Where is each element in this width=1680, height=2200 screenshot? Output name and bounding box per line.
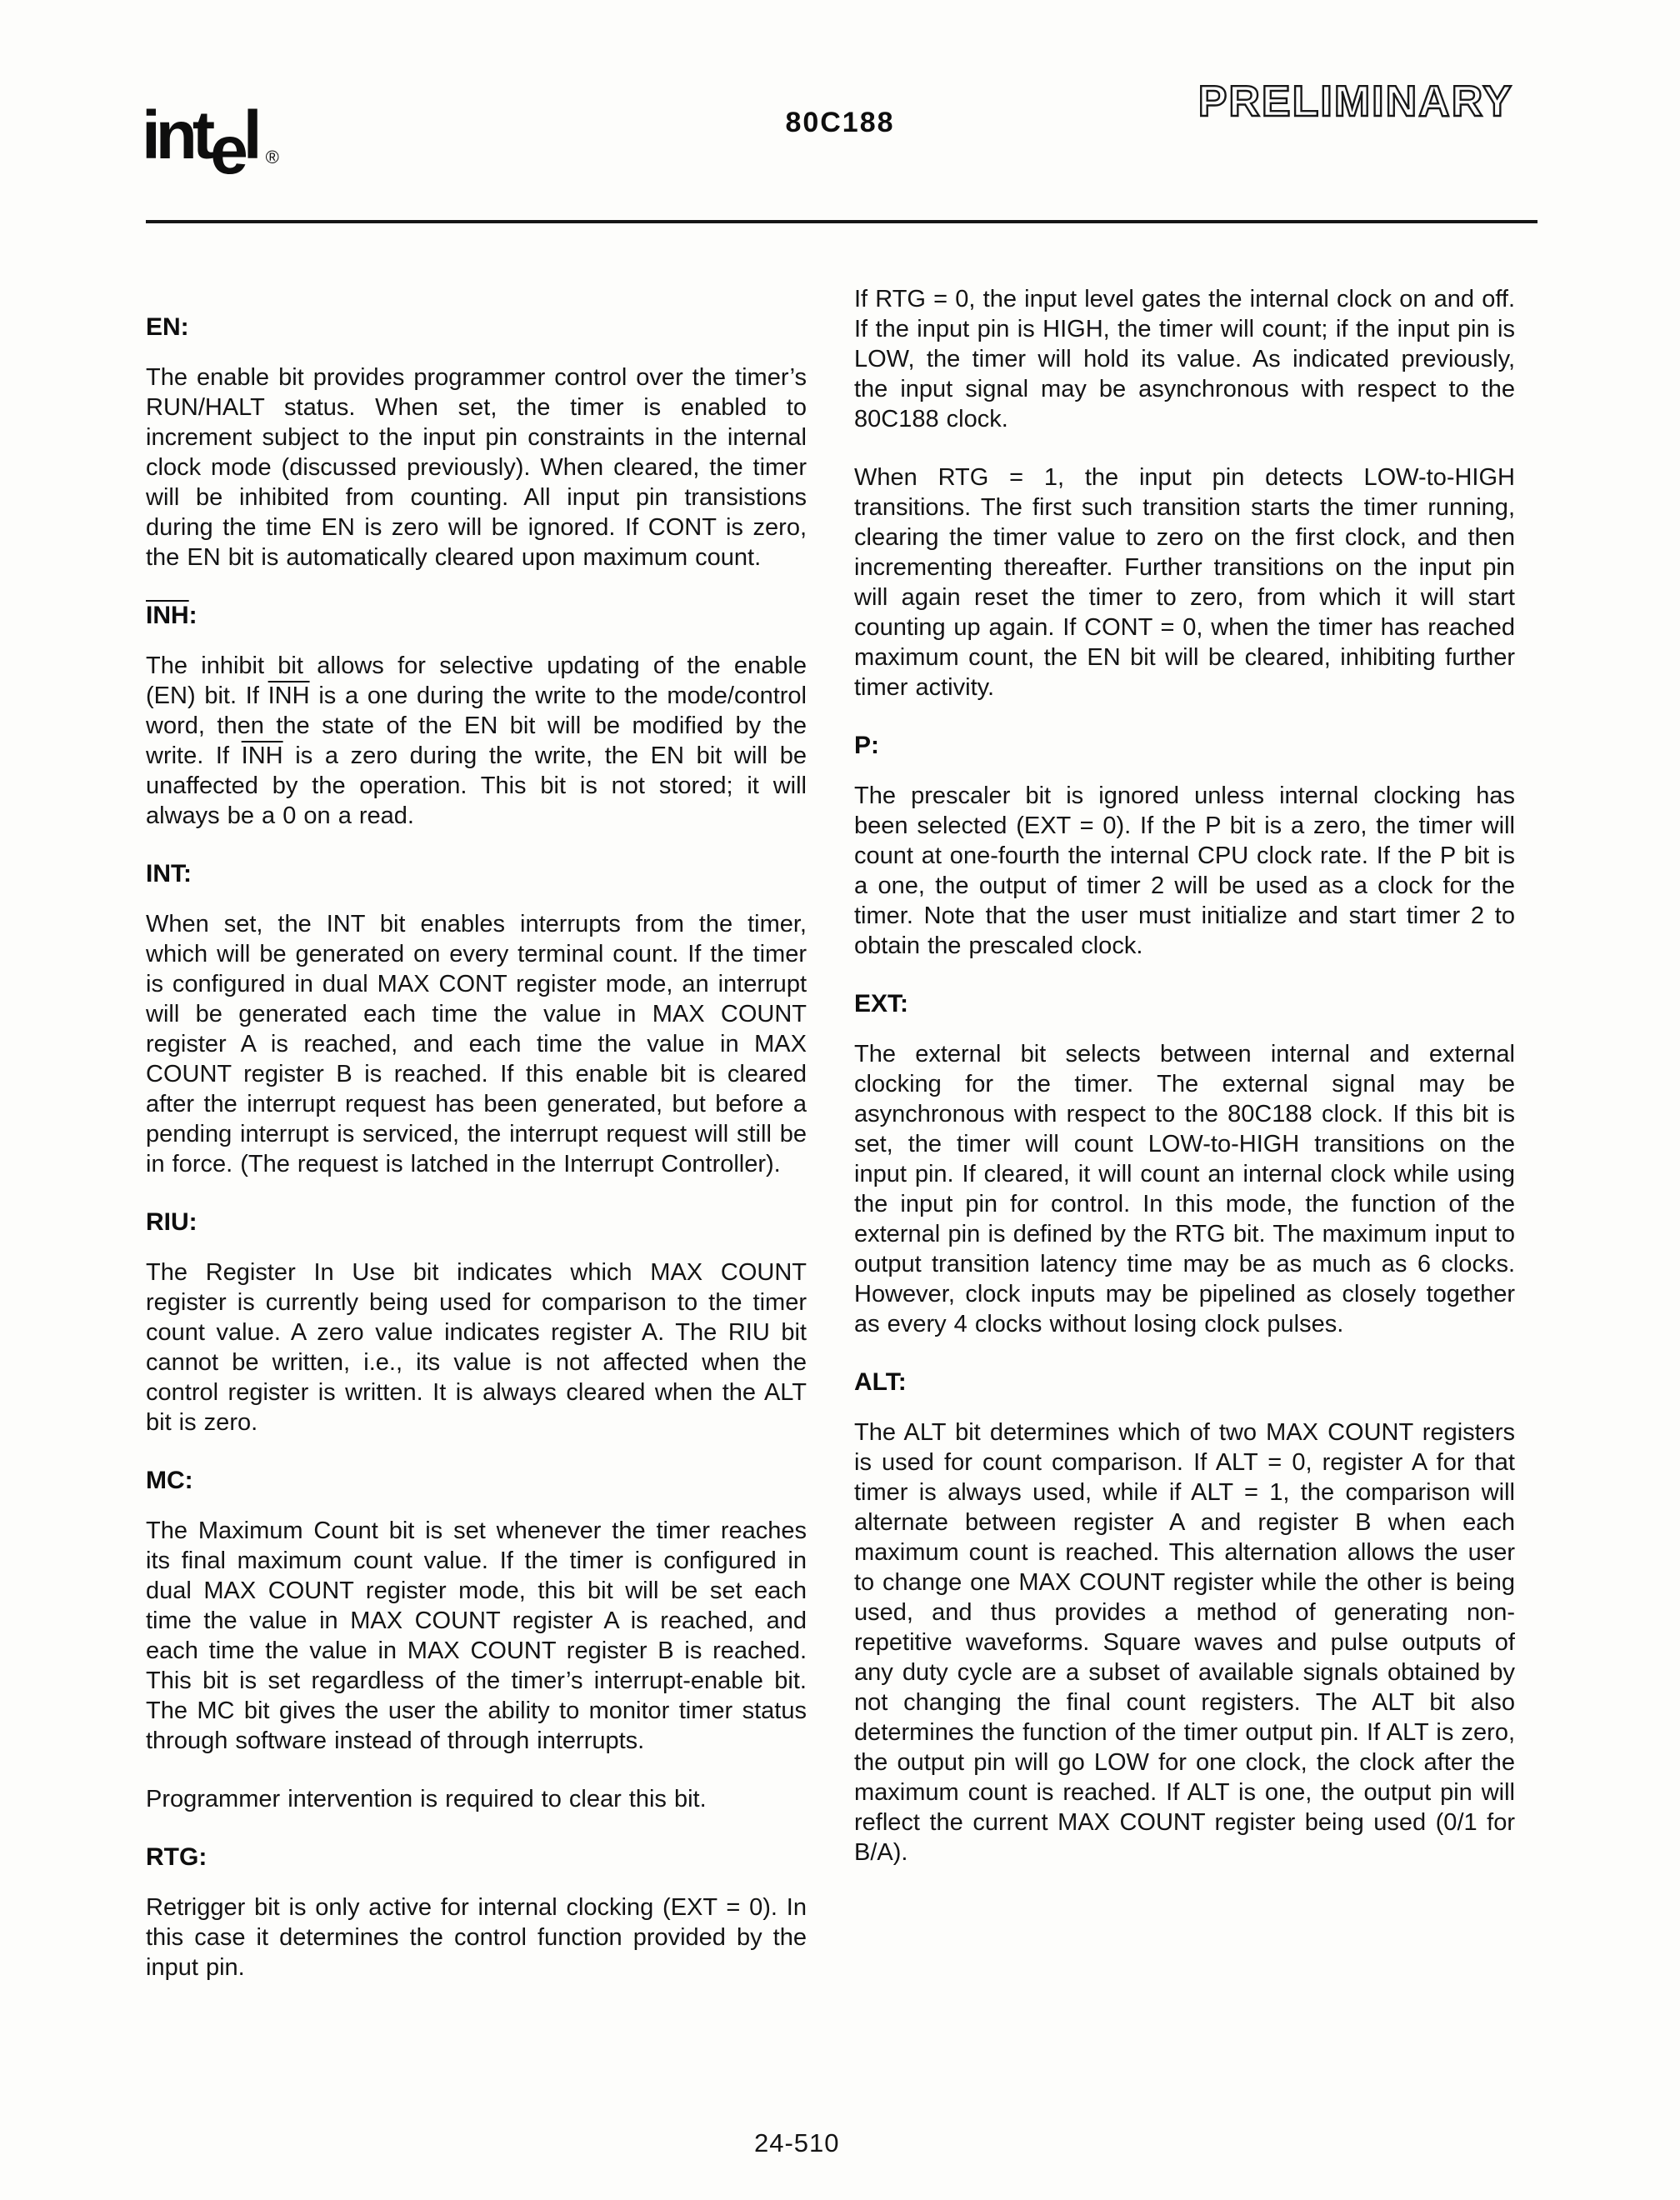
section-paragraph bbox=[146, 651, 807, 831]
section-paragraph: The Maximum Count bit is set whenever the timer reaches its final maximum count value. If the timer is configured in dual MAX COUNT register mode, this bit will be set each time the value in MAX COUNT register A is reached, and each time the value in MAX COUNT register B is reached. This bit is set regardless of the timer’s interrupt-enable bit. The MC bit gives the user the ability to monitor timer status through software instead of through interrupts. bbox=[146, 1518, 807, 1754]
section-paragraph: The ALT bit determines which of two MAX COUNT registers is used for count comparison. If ALT = 0, register A for that timer is always used, while if ALT = 1, the comparison will alternate between register A and register B when each maximum count is reached. This alternation allows the user to change one MAX COUNT register while the other is being used, and thus provides a method of generating non-repetitive waveforms. Square waves and pulse outputs of any duty cycle are a subset of available signals obtained by not changing the final count registers. The ALT bit also determines the function of the timer output pin. If ALT is zero, the output pin will go LOW for one clock, the clock after the maximum count is reached. If ALT is one, the output pin will reflect the current MAX COUNT register being used (0/1 for B/A). bbox=[854, 1419, 1515, 1866]
section-heading: MC: bbox=[146, 1467, 193, 1494]
intel-logo-text-post: l bbox=[242, 98, 258, 173]
section-paragraph: The enable bit provides programmer control over the timer’s RUN/HALT status. When set, the timer is enabled to increment subject to the input pin constraints in the internal clock mode (discussed previously). When cleared, the timer will be inhibited from counting. All input pin transistions during the time EN is zero will be ignored. If CONT is zero, the EN bit is automatically cleared upon maximum count. bbox=[146, 364, 807, 571]
header-divider bbox=[146, 220, 1538, 223]
section-mc bbox=[146, 1466, 807, 1814]
section-rtg bbox=[146, 1842, 807, 1982]
section-ext bbox=[854, 989, 1515, 1339]
page-body bbox=[146, 284, 1515, 2011]
section-heading: EXT: bbox=[854, 990, 909, 1018]
preliminary-stamp: PRELIMINARY bbox=[1198, 78, 1513, 126]
section-heading: EN: bbox=[146, 313, 189, 341]
section-alt bbox=[854, 1368, 1515, 1868]
intel-logo-dropped-e: e bbox=[210, 112, 243, 188]
section-paragraph: When set, the INT bit enables interrupts from the timer, which will be generated on every terminal count. If the timer is configured in dual MAX CONT register mode, an interrupt will be generated each time the value in MAX COUNT register A is reached, and each time the value in MAX COUNT register B is reached. If this enable bit is cleared after the interrupt request has been generated, but before a pending interrupt is serviced, the interrupt request will still be in force. (The request is latched in the Interrupt Controller). bbox=[146, 911, 807, 1178]
section-int bbox=[146, 859, 807, 1179]
inh-overlined-mnemonic: $\overline{INH}$ bbox=[241, 742, 283, 769]
section-heading: RTG: bbox=[146, 1843, 208, 1871]
section-en bbox=[146, 312, 807, 572]
paragraph-segment: is a zero during the write, the EN bit will be unaffected by the operation. This bit is not stored; it will always be a 0 on a read. bbox=[146, 742, 808, 829]
section-paragraph: The prescaler bit is ignored unless internal clocking has been selected (EXT = 0). If the P bit is a zero, the timer will count at one-fourth the internal CPU clock rate. If the P bit is a one, the output of timer 2 will be used as a clock for the timer. Note that the user must initialize and start timer 2 to obtain the prescaled clock. bbox=[854, 782, 1515, 959]
paragraph-segment: is a one during the write to the mode/control word, then the state of the EN bit will be modified by the write. If bbox=[146, 682, 807, 769]
section-paragraph: The Register In Use bit indicates which MAX COUNT register is currently being used for comparison to the timer count value. A zero value indicates register A. The RIU bit cannot be written, i.e., its value is not affected when the control register is written. It is always cleared when the ALT bit is zero. bbox=[146, 1259, 807, 1436]
page-number: 24-510 bbox=[754, 2128, 840, 2158]
registered-trademark-icon: ® bbox=[265, 147, 279, 168]
section-inh bbox=[146, 601, 807, 831]
section-p bbox=[854, 731, 1515, 961]
section-heading bbox=[146, 601, 807, 631]
right-column bbox=[854, 284, 1515, 2011]
section-heading: P: bbox=[854, 732, 879, 759]
section-heading: RIU: bbox=[146, 1208, 198, 1236]
section-heading: INT: bbox=[146, 860, 192, 888]
section-paragraph: The external bit selects between internal and external clocking for the timer. The external signal may be asynchronous with respect to the 80C188 clock. If this bit is set, the timer will count LOW-to-HIGH transitions on the input pin. If cleared, it will count an internal clock while using the input pin for control. In this mode, the function of the external pin is defined by the RTG bit. The maximum input to output transition latency time may be as much as 6 clocks. However, clock inputs may be pipelined as closely together as every 4 clocks without losing clock pulses. bbox=[854, 1041, 1515, 1338]
part-number: 80C188 bbox=[785, 107, 895, 138]
intel-logo-text-pre: int bbox=[142, 98, 211, 173]
inh-overlined-label: INH bbox=[146, 602, 189, 629]
section-paragraph: Retrigger bit is only active for internal clocking (EXT = 0). In this case it determines the control function provided by the input pin. bbox=[146, 1894, 807, 1981]
rtg-continuation-paragraph: When RTG = 1, the input pin detects LOW-to-HIGH transitions. The first such transition starts the timer running, clearing the timer value to zero on the first clock, and then incrementing thereafter. Further transitions on the input pin will again reset the timer to zero, from which it will start counting up again. If CONT = 0, when the timer has reached maximum count, the EN bit will be cleared, inhibiting further timer activity. bbox=[854, 464, 1515, 701]
section-heading: ALT: bbox=[854, 1368, 907, 1396]
paragraph-segment: The inhibit bit allows for selective updating of the enable (EN) bit. If bbox=[146, 652, 807, 709]
left-column bbox=[146, 284, 807, 2011]
inh-heading-colon: : bbox=[188, 602, 198, 629]
rtg-continuation-paragraph: If RTG = 0, the input level gates the internal clock on and off. If the input pin is HIGH, the timer will count; if the input pin is LOW, the timer will hold its value. As indicated previously, the input signal may be asynchronous with respect to the 80C188 clock. bbox=[854, 286, 1515, 432]
section-riu bbox=[146, 1208, 807, 1438]
inh-overlined-mnemonic: $\overline{INH}$ bbox=[268, 682, 310, 709]
section-paragraph: Programmer intervention is required to clear this bit. bbox=[146, 1786, 707, 1812]
